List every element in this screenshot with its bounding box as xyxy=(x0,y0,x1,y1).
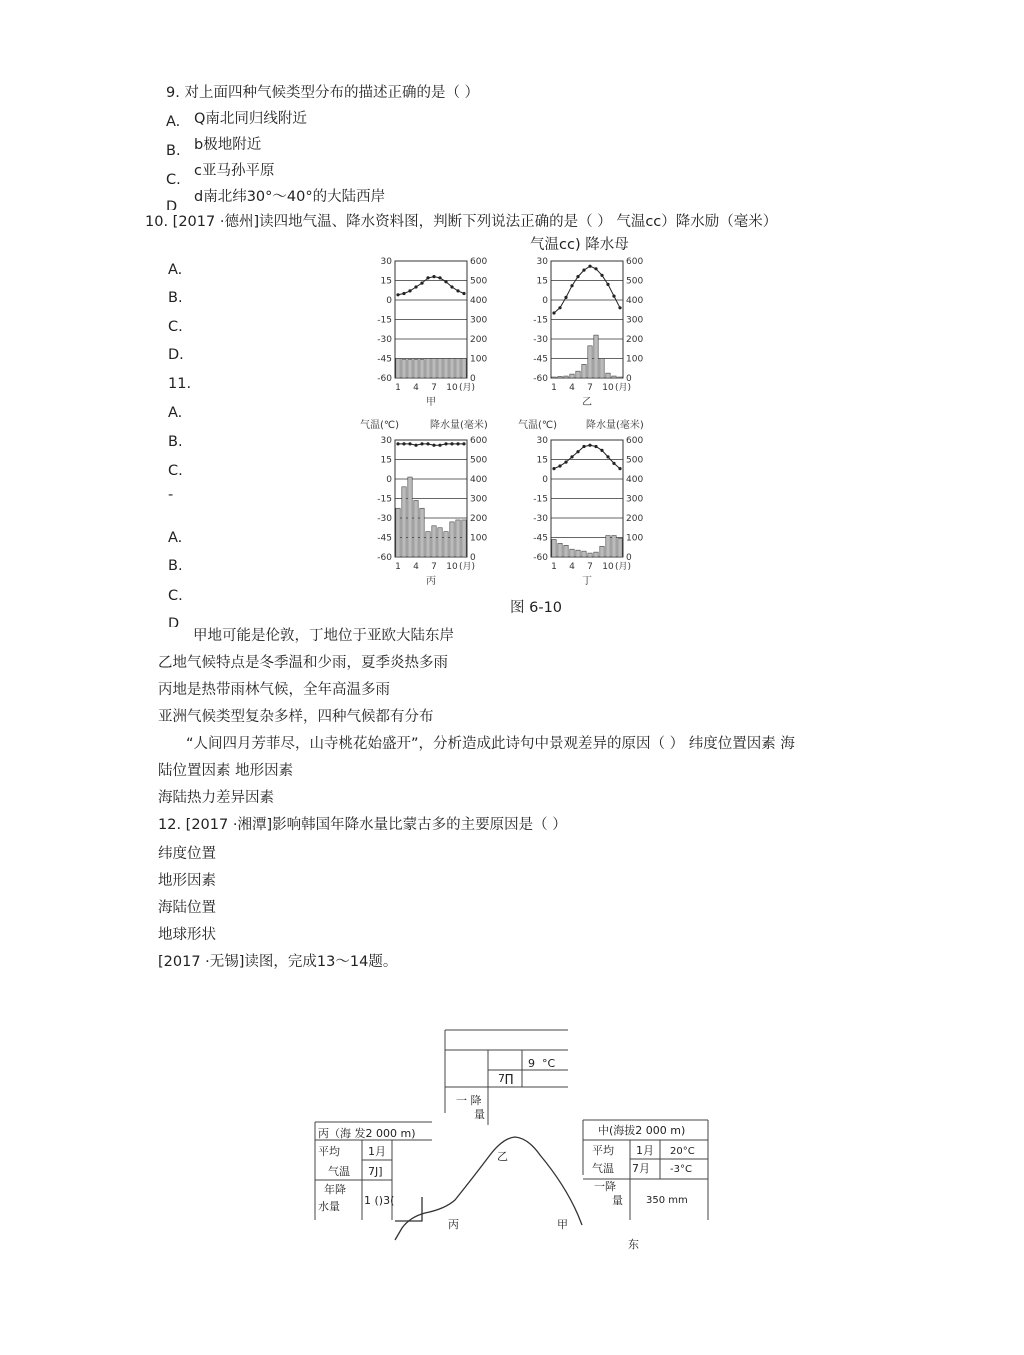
precip-tick-label: 600 xyxy=(626,436,644,446)
q10-statement-b: 乙地气候特点是冬季温和少雨，夏季炎热多雨 xyxy=(158,655,448,671)
month-unit-label: (月) xyxy=(615,562,632,572)
temp-tick-label: 30 xyxy=(536,436,548,446)
temperature-point xyxy=(420,442,423,445)
q10-letter-1: B. xyxy=(168,290,183,306)
temperature-point xyxy=(426,276,429,279)
precip-bar xyxy=(618,377,622,378)
precip-tick-label: 500 xyxy=(470,455,488,466)
top-table-text-3: 7∏ xyxy=(498,1072,514,1085)
temperature-point xyxy=(450,442,453,445)
precip-tick-label: 0 xyxy=(626,374,632,384)
temp-tick-label: -30 xyxy=(377,514,392,524)
month-unit-label: (月) xyxy=(459,562,476,572)
zhong-row-8: 350 mm xyxy=(646,1195,688,1206)
q9-option-d: d南北纬30°～40°的大陆西岸 xyxy=(194,189,386,205)
temperature-point xyxy=(456,289,459,292)
month-unit-label: (月) xyxy=(615,383,632,393)
precip-bar xyxy=(396,359,400,379)
month-label: 4 xyxy=(413,383,419,393)
precip-bar xyxy=(552,539,556,557)
precip-bar xyxy=(456,359,460,379)
precip-tick-label: 300 xyxy=(626,494,644,505)
precip-bar xyxy=(450,359,454,379)
top-table-text-1: °C xyxy=(542,1057,556,1070)
q9-letter-d: D xyxy=(166,199,178,210)
precip-bar xyxy=(396,508,400,557)
precip-bar xyxy=(564,376,568,378)
top-table-text-2: 9 xyxy=(528,1057,535,1070)
precip-tick-label: 100 xyxy=(470,354,488,365)
q12-option-b: 地形因素 xyxy=(158,873,216,889)
precip-tick-label: 200 xyxy=(470,335,488,345)
precip-bar xyxy=(576,550,580,557)
temperature-point xyxy=(618,467,621,470)
temperature-point xyxy=(558,306,561,309)
month-unit-label: (月) xyxy=(459,383,476,393)
precip-bar xyxy=(558,543,562,557)
temp-tick-label: -15 xyxy=(533,315,548,326)
precip-bar xyxy=(612,536,616,557)
month-label: 10 xyxy=(446,562,458,572)
temp-tick-label: 0 xyxy=(386,475,392,485)
month-label: 7 xyxy=(587,562,593,572)
q10-statement-a: 甲地可能是伦敦，丁地位于亚欧大陆东岸 xyxy=(193,628,454,644)
q10-letter-6: B. xyxy=(168,434,183,450)
temp-tick-label: -30 xyxy=(533,514,548,524)
diagram-label-east: 东 xyxy=(628,1238,639,1251)
temp-tick-label: 30 xyxy=(536,257,548,267)
bing-title: 丙（海 发2 000 m) xyxy=(318,1127,416,1140)
precip-bar xyxy=(588,346,592,378)
precip-tick-label: 500 xyxy=(626,455,644,466)
precip-bar xyxy=(576,371,580,378)
precip-bar xyxy=(558,376,562,378)
precip-tick-label: 400 xyxy=(470,475,488,485)
temperature-line xyxy=(554,266,620,313)
temperature-point xyxy=(438,276,441,279)
precip-bar xyxy=(414,359,418,378)
precip-tick-label: 600 xyxy=(470,436,488,446)
precip-bar xyxy=(606,373,610,378)
precip-bar xyxy=(582,551,586,557)
q9-letter-c: C. xyxy=(166,172,181,188)
precip-bar xyxy=(594,335,598,378)
figure-caption: 图 6-10 xyxy=(510,600,563,616)
precip-bar xyxy=(402,359,406,378)
month-label: 10 xyxy=(602,383,614,393)
precip-tick-label: 300 xyxy=(470,315,488,326)
precip-tick-label: 0 xyxy=(626,553,632,563)
temperature-point xyxy=(564,296,567,299)
precip-tick-label: 400 xyxy=(626,296,644,306)
temperature-point xyxy=(552,311,555,314)
temperature-point xyxy=(600,449,603,452)
temp-tick-label: 15 xyxy=(380,455,392,466)
q9-letter-a: A. xyxy=(166,114,181,130)
temperature-point xyxy=(396,293,399,296)
precip-bar xyxy=(606,536,610,557)
temperature-point xyxy=(402,292,405,295)
q10-letter-11: C. xyxy=(168,588,183,604)
temperature-point xyxy=(438,444,441,447)
temperature-point xyxy=(414,444,417,447)
bing-row-0: 平均 xyxy=(318,1145,340,1158)
temperature-point xyxy=(600,274,603,277)
precip-bar xyxy=(426,359,430,379)
q10-statement-c: 丙地是热带雨林气候，全年高温多雨 xyxy=(158,682,390,698)
precip-bar xyxy=(564,545,568,557)
temperature-point xyxy=(606,455,609,458)
temp-tick-label: -15 xyxy=(377,315,392,326)
temperature-point xyxy=(618,306,621,309)
precip-bar xyxy=(420,508,424,557)
q9-option-a: Q南北同归线附近 xyxy=(194,111,307,127)
temperature-point xyxy=(462,442,465,445)
climate-charts-figure xyxy=(360,248,660,628)
precip-tick-label: 300 xyxy=(470,494,488,505)
q11-line-2: 陆位置因素 地形因素 xyxy=(158,763,294,779)
diagram-label-bing: 丙 xyxy=(448,1218,459,1231)
panel-name: 乙 xyxy=(582,397,592,408)
month-label: 7 xyxy=(587,383,593,393)
temp-tick-label: 15 xyxy=(536,276,548,287)
precip-bar xyxy=(444,532,448,557)
q12-stem: 12. [2017 ·湘潭]影响韩国年降水量比蒙古多的主要原因是（ ） xyxy=(158,817,567,833)
zhong-row-5: -3°C xyxy=(670,1164,692,1175)
temp-tick-label: -45 xyxy=(377,533,392,544)
precip-bar xyxy=(456,520,460,557)
bing-row-3: 7J] xyxy=(368,1165,383,1178)
precip-bar xyxy=(408,477,412,557)
temperature-point xyxy=(582,445,585,448)
temp-tick-label: 0 xyxy=(542,475,548,485)
temp-tick-label: -30 xyxy=(377,335,392,345)
q10-letter-0: A. xyxy=(168,262,183,278)
temp-tick-label: -60 xyxy=(377,374,392,384)
temp-tick-label: -45 xyxy=(533,533,548,544)
temperature-point xyxy=(444,442,447,445)
precip-bar xyxy=(408,359,412,378)
temp-tick-label: -45 xyxy=(377,354,392,365)
precip-bar xyxy=(618,538,622,557)
precip-tick-label: 500 xyxy=(470,276,488,287)
q9-option-b: b极地附近 xyxy=(194,137,262,153)
bing-row-2: 气温 xyxy=(328,1165,350,1178)
precip-tick-label: 200 xyxy=(626,335,644,345)
temp-tick-label: -60 xyxy=(533,374,548,384)
month-label: 4 xyxy=(569,562,575,572)
precip-bar xyxy=(570,374,574,378)
temperature-point xyxy=(444,280,447,283)
q10-statement-d: 亚洲气候类型复杂多样，四种气候都有分布 xyxy=(158,709,434,725)
q13-stem: [2017 ·无锡]读图，完成13～14题。 xyxy=(158,954,398,970)
q12-option-a: 纬度位置 xyxy=(158,846,216,862)
diagram-label-yi: 乙 xyxy=(497,1150,508,1163)
temperature-point xyxy=(552,467,555,470)
temperature-line xyxy=(398,444,464,445)
precip-bar xyxy=(612,376,616,378)
precip-bar xyxy=(462,520,466,557)
temperature-point xyxy=(612,462,615,465)
month-label: 1 xyxy=(551,562,557,572)
temp-tick-label: 15 xyxy=(536,455,548,466)
q10-letter-5: A. xyxy=(168,405,183,421)
panel-name: 丙 xyxy=(426,576,436,587)
temp-tick-label: -30 xyxy=(533,335,548,345)
temperature-point xyxy=(558,464,561,467)
temp-tick-label: -60 xyxy=(377,553,392,563)
zhong-row-4: 7月 xyxy=(632,1162,650,1175)
temperature-point xyxy=(576,450,579,453)
month-label: 4 xyxy=(569,383,575,393)
precip-tick-label: 300 xyxy=(626,315,644,326)
temperature-point xyxy=(414,285,417,288)
zhong-row-1: 1月 xyxy=(636,1144,654,1157)
precip-tick-label: 100 xyxy=(626,354,644,365)
precip-bar xyxy=(444,359,448,379)
temperature-point xyxy=(606,283,609,286)
q11-number: 11. xyxy=(168,376,192,392)
q10-letter-7: C. xyxy=(168,463,183,479)
q9-letter-b: B. xyxy=(166,143,181,159)
sea-step xyxy=(395,1197,422,1221)
temperature-point xyxy=(396,442,399,445)
month-label: 10 xyxy=(602,562,614,572)
temp-tick-label: -45 xyxy=(533,354,548,365)
temp-tick-label: 0 xyxy=(386,296,392,306)
precip-tick-label: 400 xyxy=(470,296,488,306)
temperature-point xyxy=(420,282,423,285)
zhong-row-0: 平均 xyxy=(592,1144,614,1157)
temp-tick-label: -15 xyxy=(377,494,392,505)
temperature-point xyxy=(432,275,435,278)
precip-tick-label: 200 xyxy=(470,514,488,524)
precip-tick-label: 0 xyxy=(470,553,476,563)
temperature-point xyxy=(570,455,573,458)
precip-bar xyxy=(432,526,436,557)
precip-bar xyxy=(582,364,586,378)
temperature-point xyxy=(408,289,411,292)
temperature-point xyxy=(576,275,579,278)
precip-tick-label: 100 xyxy=(470,533,488,544)
q10-letter-2: C. xyxy=(168,319,183,335)
top-table-text-5: 量 xyxy=(474,1108,485,1121)
q10-letter-12: D xyxy=(168,616,180,627)
zhong-row-3: 气温 xyxy=(592,1162,614,1175)
temperature-point xyxy=(570,284,573,287)
zhong-row-6: 一降 xyxy=(594,1180,616,1193)
temperature-point xyxy=(564,461,567,464)
q10-letter-9: A. xyxy=(168,530,183,546)
temp-tick-label: -15 xyxy=(533,494,548,505)
temperature-point xyxy=(594,267,597,270)
precip-tick-label: 0 xyxy=(470,374,476,384)
temperature-point xyxy=(456,442,459,445)
figure-top-header: 气温cc) 降水母 xyxy=(530,237,629,253)
precip-bar xyxy=(402,487,406,557)
temperature-point xyxy=(402,442,405,445)
top-table-text-4: 一 降 xyxy=(456,1094,482,1107)
precip-bar xyxy=(462,359,466,379)
q9-option-c: c亚马孙平原 xyxy=(194,163,275,179)
diagram-label-jia: 甲 xyxy=(557,1218,568,1231)
temperature-point xyxy=(450,285,453,288)
panel-name: 丁 xyxy=(582,576,592,587)
temperature-line xyxy=(398,277,464,295)
temp-tick-label: -60 xyxy=(533,553,548,563)
precip-bar xyxy=(450,522,454,557)
zhong-row-2: 20°C xyxy=(670,1146,695,1157)
bing-row-5: 水量 xyxy=(318,1200,340,1213)
bing-row-6: 1 ()3( xyxy=(364,1194,395,1207)
q10-letter-8: - xyxy=(168,487,174,503)
precip-bar xyxy=(570,549,574,557)
month-label: 1 xyxy=(395,383,401,393)
precip-bar xyxy=(552,377,556,378)
bing-row-1: 1月 xyxy=(368,1145,386,1158)
precip-tick-label: 600 xyxy=(470,257,488,267)
q11-line-3: 海陆热力差异因素 xyxy=(158,790,274,806)
temperature-point xyxy=(432,444,435,447)
q9-stem: 9. 对上面四种气候类型分布的描述正确的是（ ） xyxy=(166,85,480,101)
temp-tick-label: 30 xyxy=(380,257,392,267)
month-label: 1 xyxy=(551,383,557,393)
q11-line-1: “人间四月芳菲尽，山寺桃花始盛开”，分析造成此诗句中景观差异的原因（ ） 纬度位置因素 海 xyxy=(186,736,795,752)
temperature-point xyxy=(462,292,465,295)
precip-bar xyxy=(426,532,430,557)
precip-bar xyxy=(432,359,436,379)
q10-letter-10: B. xyxy=(168,558,183,574)
temperature-point xyxy=(426,442,429,445)
temperature-point xyxy=(588,265,591,268)
month-label: 7 xyxy=(431,383,437,393)
month-label: 1 xyxy=(395,562,401,572)
precip-tick-label: 600 xyxy=(626,257,644,267)
precip-bar xyxy=(594,552,598,557)
precip-bar xyxy=(414,500,418,557)
q10-stem: 10. [2017 ·德州]读四地气温、降水资料图，判断下列说法正确的是（ ） 气温cc）降水励（毫米） xyxy=(145,214,778,230)
precip-tick-label: 400 xyxy=(626,475,644,485)
month-label: 10 xyxy=(446,383,458,393)
temperature-point xyxy=(594,445,597,448)
precip-bar xyxy=(438,528,442,557)
temp-tick-label: 0 xyxy=(542,296,548,306)
temperature-point xyxy=(612,295,615,298)
precip-bar xyxy=(438,359,442,379)
panel-name: 甲 xyxy=(426,397,436,408)
bing-row-4: 年降 xyxy=(324,1183,346,1196)
temperature-point xyxy=(408,442,411,445)
axis-header-temp-left: 气温(℃) xyxy=(360,420,400,431)
precip-bar xyxy=(588,553,592,557)
temp-tick-label: 30 xyxy=(380,436,392,446)
q10-letter-3: D. xyxy=(168,347,184,363)
axis-header-precip-right: 降水量(毫米) xyxy=(586,420,644,431)
q12-option-d: 地球形状 xyxy=(158,927,216,943)
q12-option-c: 海陆位置 xyxy=(158,900,216,916)
precip-bar xyxy=(420,359,424,378)
precip-bar xyxy=(600,359,604,379)
month-label: 4 xyxy=(413,562,419,572)
axis-header-temp-right: 气温(℃) xyxy=(518,420,558,431)
axis-header-precip-left: 降水量(毫米) xyxy=(430,420,488,431)
mountain-profile xyxy=(395,1137,582,1240)
temp-tick-label: 15 xyxy=(380,276,392,287)
month-label: 7 xyxy=(431,562,437,572)
temperature-point xyxy=(582,269,585,272)
zhong-title: 中(海拔2 000 m) xyxy=(598,1124,686,1137)
precip-tick-label: 100 xyxy=(626,533,644,544)
temperature-line xyxy=(554,445,620,468)
temperature-point xyxy=(588,444,591,447)
zhong-row-7: 量 xyxy=(612,1194,623,1207)
precip-bar xyxy=(600,546,604,557)
precip-tick-label: 200 xyxy=(626,514,644,524)
precip-tick-label: 500 xyxy=(626,276,644,287)
